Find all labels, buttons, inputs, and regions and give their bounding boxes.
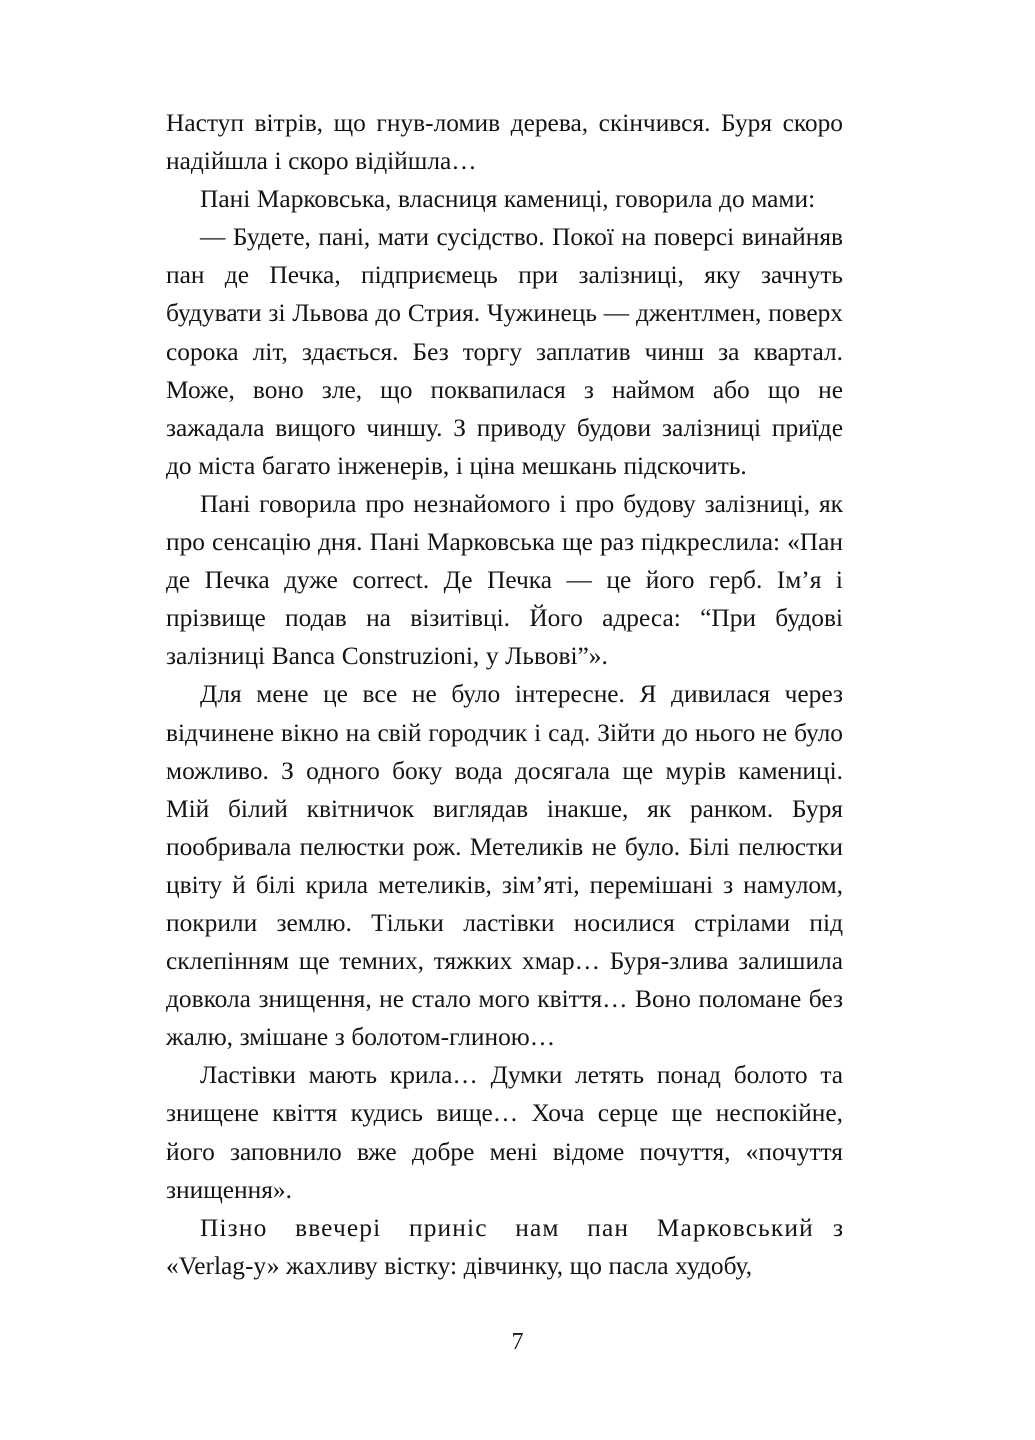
paragraph: Ластівки мають крила… Думки летять понад болото та знищене квіття кудись вище… Хоча серце ще неспокійне, його заповнило вже добре мені відоме почуття, «почуття знищення». bbox=[166, 1061, 843, 1204]
page-number: 7 bbox=[511, 1329, 524, 1355]
paragraph: — Будете, пані, мати сусідство. Покої на поверсі винайняв пан де Печка, підприємець при залізниці, яку зачнуть будувати зі Львова до Стрия. Чужинець — джентлмен, поверх сорока літ, здається. Без торгу заплатив чинш за квартал. Може, воно зле, що поквапилася з наймом або що не зажадала вищого чиншу. З приводу будови залізниці приїде до міста багато інженерів, і ціна мешкань підскочить. bbox=[166, 223, 843, 480]
paragraph bbox=[166, 1209, 843, 1285]
body-text-column bbox=[166, 104, 843, 1285]
paragraph-opening-line: Пізно ввечері приніс нам пан Марковський bbox=[200, 1213, 814, 1242]
paragraph: Для мене це все не було інтересне. Я дивилася через відчинене вікно на свій городчик і сад. Зійти до нього не було можливо. З одного боку вода досягала ще мурів камениці. Мій білий квітничок виглядав інакше, як ранком. Буря пообривала пелюстки рож. Метеликів не було. Білі пелюстки цвіту й білі крила метеликів, зім’яті, перемішані з намулом, покрили землю. Тільки ластівки носилися стрілами під склепінням ще темних, тяжких хмар… Буря-злива залишила довкола знищення, не стало мого квіття… Воно поломане без жалю, змішане з болотом-глиною… bbox=[166, 680, 843, 1052]
paragraph: Пані говорила про незнайомого і про будову залізниці, як про сенсацію дня. Пані Марковська ще раз підкреслила: «Пан де Печка дуже correct. Де Печка — це його герб. Ім’я і прізвище подав на візитівці. Його адреса: “При будові залізниці Banca Construzioni, у Львові”». bbox=[166, 489, 843, 671]
paragraph: Наступ вітрів, що гнув-ломив дерева, скінчився. Буря скоро надійшла і скоро відійшла… bbox=[166, 109, 843, 176]
paragraph-remainder: з «Verlag-у» жахливу вістку: дівчинку, що пасла худобу, bbox=[166, 1213, 843, 1280]
paragraph: Пані Марковська, власниця камениці, говорила до мами: bbox=[200, 185, 816, 214]
